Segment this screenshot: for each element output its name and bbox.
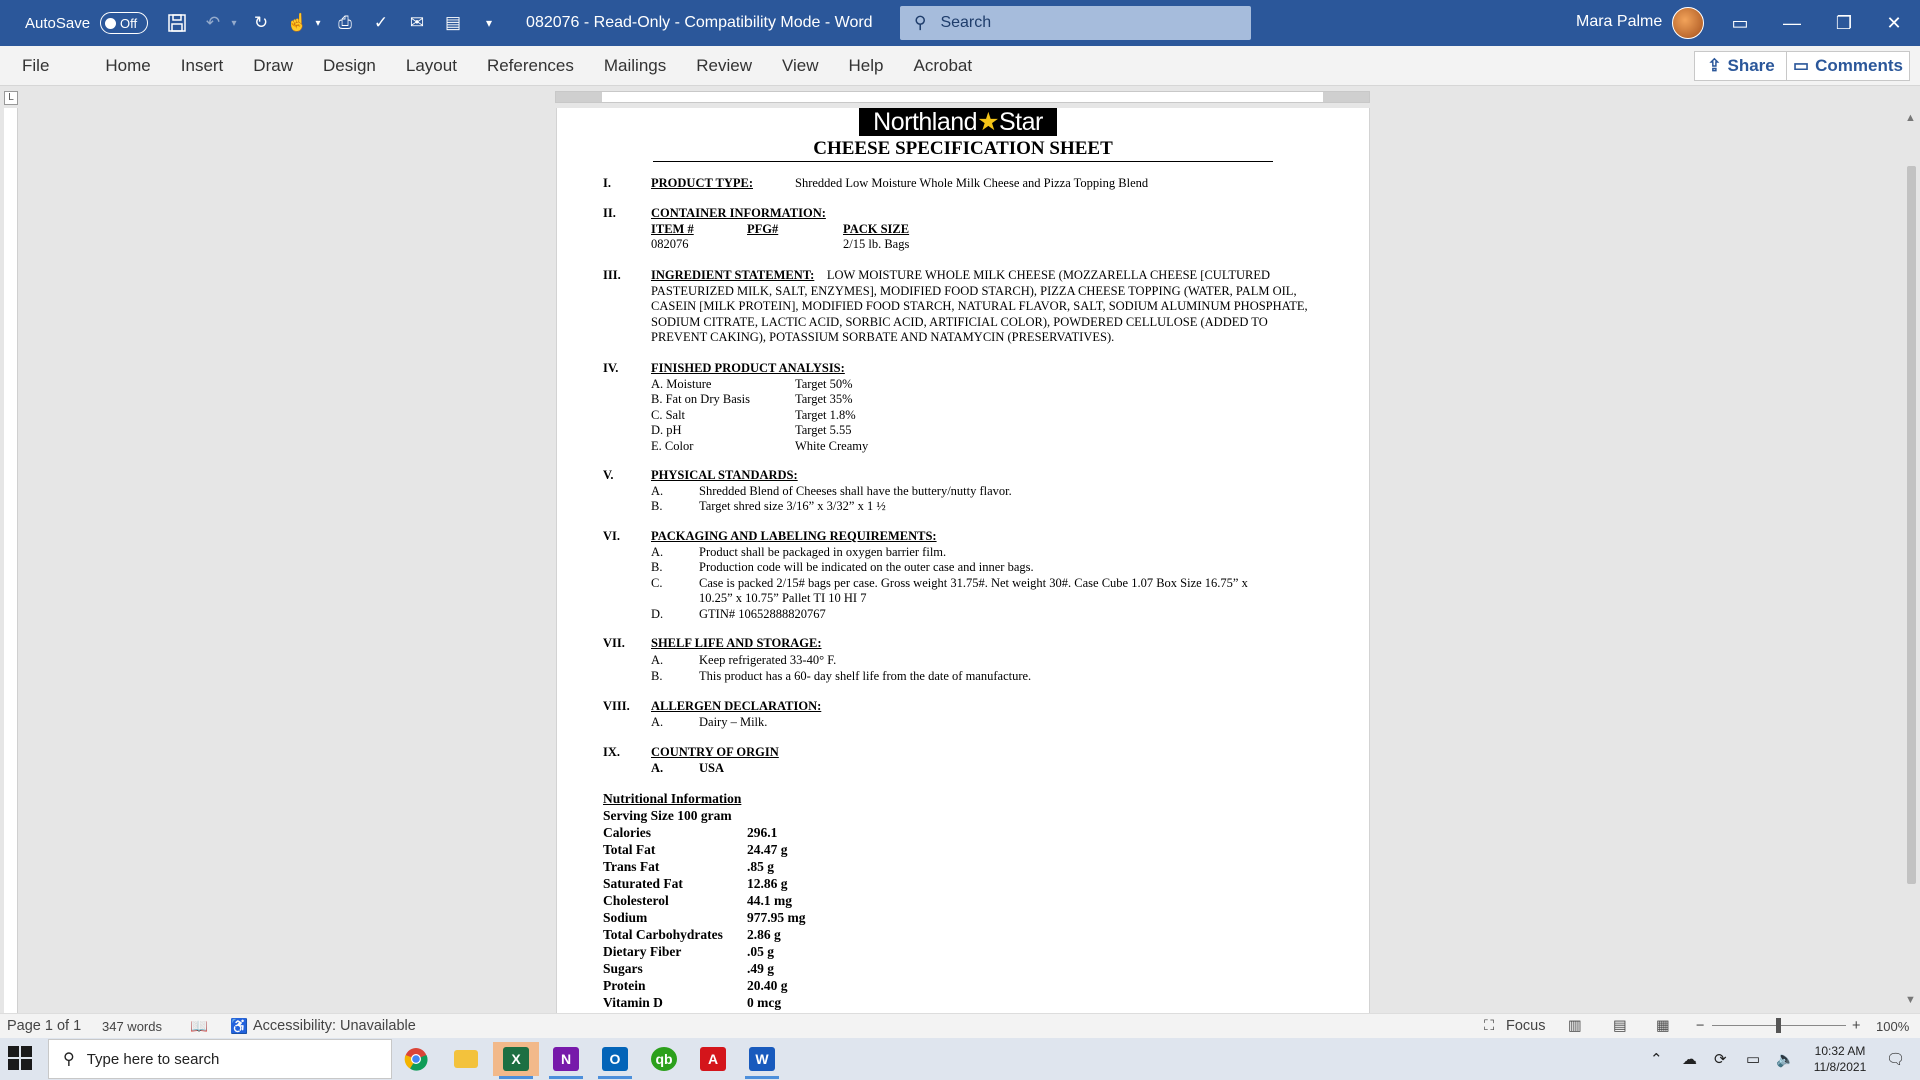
user-name[interactable]: Mara Palme	[1576, 13, 1663, 30]
column-header-item: ITEM #	[651, 221, 694, 236]
section-heading: ALLERGEN DECLARATION:	[651, 699, 822, 713]
touch-dropdown-icon[interactable]: ▾	[315, 17, 321, 29]
section-heading: COUNTRY OF ORGIN	[651, 745, 779, 759]
section-heading: INGREDIENT STATEMENT:	[651, 268, 815, 282]
ingredient-text: LOW MOISTURE WHOLE MILK CHEESE (MOZZARELLA CHEESE [CULTURED PASTEURIZED MILK, SALT, ENZYMES], MODIFIED FOOD STARCH), PIZZA CHEESE TOPPING (WATER, PALM OIL, CASEIN [MILK PROTEIN], MODIFIED FOOD STARCH, NATURAL FLAVOR, SALT, SODIUM ALUMINUM PHOSPHATE, SODIUM CITRATE, LACTIC ACID, SORBIC ACID, ARTIFICIAL COLOR), POWDERED CELLULOSE (ADDED TO PREVENT CAKING), POTASSIUM SORBATE AND NATAMYCIN (PRESERVATIVES).	[651, 268, 1308, 344]
notifications-icon[interactable]: 🗨	[1886, 1051, 1906, 1068]
excel-app-icon[interactable]: X	[493, 1042, 539, 1076]
tab-design[interactable]: Design	[322, 55, 376, 75]
zoom-slider-thumb[interactable]	[1776, 1018, 1781, 1033]
autosave-state: Off	[120, 15, 138, 31]
column-header-pack-size: PACK SIZE	[843, 221, 910, 236]
chrome-app-icon[interactable]	[393, 1042, 439, 1076]
analysis-row: D. pH Target 5.55	[651, 423, 852, 437]
nutrition-heading: Nutritional Information	[603, 791, 742, 806]
tab-layout[interactable]: Layout	[405, 55, 457, 75]
zoom-out-icon[interactable]: −	[1696, 1018, 1705, 1034]
zoom-in-icon[interactable]: +	[1852, 1018, 1861, 1034]
page-count[interactable]: Page 1 of 1	[7, 1018, 82, 1034]
horizontal-ruler[interactable]	[555, 91, 1370, 103]
accessibility-status[interactable]: Accessibility: Unavailable	[253, 1018, 416, 1034]
section-number: VI.	[603, 529, 621, 543]
analysis-row: C. Salt Target 1.8%	[651, 407, 856, 422]
section-heading: CONTAINER INFORMATION:	[651, 206, 826, 220]
list-item: A. Shredded Blend of Cheeses shall have the buttery/nutty flavor.	[651, 483, 1012, 498]
undo-dropdown-icon[interactable]: ▾	[231, 17, 237, 29]
tab-references[interactable]: References	[486, 55, 574, 75]
accessibility-icon[interactable]: ♿	[230, 1019, 249, 1035]
nutrition-row: Protein 20.40 g	[603, 978, 788, 993]
print-icon[interactable]: ⎙	[338, 13, 352, 32]
section-number: II.	[603, 206, 616, 220]
analysis-row: B. Fat on Dry Basis Target 35%	[651, 392, 853, 406]
share-icon: ⇪	[1707, 56, 1722, 75]
section-heading: PRODUCT TYPE:	[651, 176, 753, 190]
restore-button[interactable]: ❐	[1835, 12, 1853, 33]
product-type-value: Shredded Low Moisture Whole Milk Cheese and Pizza Topping Blend	[795, 176, 1149, 190]
tab-review[interactable]: Review	[696, 55, 752, 75]
column-header-pfg: PFG#	[747, 221, 779, 236]
tab-acrobat[interactable]: Acrobat	[913, 55, 973, 75]
scrollbar-thumb[interactable]	[1907, 166, 1916, 884]
word-count[interactable]: 347 words	[102, 1019, 162, 1034]
show-hidden-icons-icon[interactable]: ⌃	[1650, 1051, 1663, 1068]
quickbooks-app-icon[interactable]: qb	[641, 1042, 687, 1076]
nutrition-row: Calories 296.1	[603, 825, 778, 840]
nutrition-row: Total Carbohydrates 2.86 g	[603, 927, 781, 942]
share-label: Share	[1727, 56, 1775, 75]
section-number: V.	[603, 468, 614, 482]
nutrition-row: Cholesterol 44.1 mg	[603, 893, 792, 908]
tab-file[interactable]: File	[22, 55, 50, 75]
section-heading: SHELF LIFE AND STORAGE:	[651, 636, 822, 650]
email-icon[interactable]: ✉	[409, 13, 425, 32]
spelling-icon[interactable]: ✓	[373, 13, 389, 32]
close-button[interactable]: ✕	[1886, 12, 1902, 33]
search-icon: ⚲	[63, 1051, 75, 1068]
word-app-icon[interactable]: W	[739, 1042, 785, 1076]
section-number: VIII.	[603, 699, 630, 713]
list-item-continuation: 10.25” x 10.75” Pallet TI 10 HI 7	[699, 591, 867, 605]
section-number: III.	[603, 268, 621, 282]
list-item: B. Production code will be indicated on the outer case and inner bags.	[651, 560, 1034, 574]
ribbon-tabs	[0, 46, 1920, 86]
analysis-row: E. Color White Creamy	[651, 438, 869, 453]
save-icon[interactable]	[162, 8, 192, 38]
document-page[interactable]	[556, 108, 1370, 1013]
tab-draw[interactable]: Draw	[253, 55, 293, 75]
tab-selector[interactable]: L	[4, 91, 18, 105]
undo-icon[interactable]: ↶	[205, 13, 221, 32]
zoom-level[interactable]: 100%	[1876, 1019, 1910, 1034]
nutrition-row: Vitamin D 0 mcg	[603, 995, 782, 1010]
document-title: 082076 - Read-Only - Compatibility Mode - Word	[526, 14, 873, 31]
vertical-scrollbar[interactable]	[1902, 108, 1920, 1013]
item-number-value: 082076	[651, 237, 689, 251]
volume-icon[interactable]: 🔈	[1776, 1051, 1795, 1068]
focus-label[interactable]: Focus	[1506, 1018, 1546, 1034]
list-item: A. Keep refrigerated 33-40° F.	[651, 653, 837, 667]
autosave-toggle[interactable]	[100, 12, 148, 34]
list-item: C. Case is packed 2/15# bags per case. Gross weight 31.75#. Net weight 30#. Case Cube 1.07 Box Size 16.75” x	[651, 575, 1248, 590]
acrobat-app-icon[interactable]: A	[690, 1042, 736, 1076]
nutrition-row: Total Fat 24.47 g	[603, 842, 788, 857]
network-icon[interactable]: ▭	[1746, 1051, 1761, 1068]
section-heading: PHYSICAL STANDARDS:	[651, 468, 798, 482]
scroll-down-icon[interactable]: ▼	[1905, 994, 1916, 1006]
tab-help[interactable]: Help	[848, 55, 884, 75]
onedrive-icon[interactable]: ☁	[1682, 1051, 1697, 1068]
comment-icon: ▭	[1793, 56, 1810, 75]
nutrition-row: Sodium 977.95 mg	[603, 910, 806, 925]
tab-view[interactable]: View	[781, 55, 819, 75]
customize-toolbar-icon[interactable]: ▾	[486, 16, 493, 30]
list-item: B. Target shred size 3/16” x 3/32” x 1 ½	[651, 499, 886, 513]
nutrition-row: Saturated Fat 12.86 g	[603, 876, 788, 891]
share-button[interactable]	[1694, 51, 1788, 81]
proofing-icon[interactable]: 📖	[190, 1019, 209, 1035]
list-item: A. Dairy – Milk.	[651, 714, 768, 729]
title-bar	[0, 0, 1920, 46]
northland-star-logo: Northland★Star	[859, 108, 1057, 136]
section-number: I.	[603, 176, 611, 190]
comments-button[interactable]	[1786, 51, 1910, 81]
comments-label: Comments	[1815, 56, 1903, 75]
file-explorer-icon[interactable]	[443, 1042, 489, 1076]
read-mode-icon[interactable]: ▥	[1568, 1018, 1582, 1034]
print-layout-icon[interactable]: ▤	[1613, 1018, 1627, 1034]
ruler-left-margin	[556, 92, 602, 102]
taskbar	[0, 1038, 1920, 1080]
clock-time: 10:32 AM	[1814, 1044, 1866, 1058]
tab-home[interactable]: Home	[105, 55, 151, 75]
analysis-row: A. Moisture Target 50%	[651, 376, 853, 391]
toggle-knob	[105, 18, 116, 29]
nutrition-row: Sugars .49 g	[603, 961, 774, 976]
list-item: D. GTIN# 10652888820767	[651, 606, 826, 621]
serving-size: Serving Size 100 gram	[603, 808, 732, 823]
page-title: CHEESE SPECIFICATION SHEET	[653, 138, 1273, 162]
windows-start-icon[interactable]	[8, 1046, 36, 1072]
focus-icon[interactable]: ⛶	[1484, 1018, 1495, 1034]
list-item: A. Product shall be packaged in oxygen barrier film.	[651, 544, 947, 559]
search-icon: ⚲	[914, 13, 927, 32]
ruler-right-margin	[1323, 92, 1369, 102]
onenote-app-icon[interactable]: N	[543, 1042, 589, 1076]
redo-icon[interactable]: ↻	[253, 13, 269, 32]
section-number: IV.	[603, 361, 619, 375]
section-heading: FINISHED PRODUCT ANALYSIS:	[651, 361, 845, 375]
search-box[interactable]	[900, 6, 1251, 40]
tab-insert[interactable]: Insert	[180, 55, 224, 75]
avatar[interactable]	[1672, 7, 1704, 39]
ribbon-display-options-icon[interactable]: ▭	[1731, 12, 1749, 33]
web-layout-icon[interactable]: ▦	[1656, 1018, 1670, 1034]
section-number: VII.	[603, 636, 625, 650]
scroll-up-icon[interactable]: ▲	[1905, 112, 1916, 124]
section-heading: PACKAGING AND LABELING REQUIREMENTS:	[651, 529, 937, 543]
status-bar	[0, 1013, 1920, 1038]
list-item: A. USA	[651, 760, 725, 775]
outlook-app-icon[interactable]: O	[592, 1042, 638, 1076]
minimize-button[interactable]: —	[1783, 12, 1801, 33]
nutrition-row: Trans Fat .85 g	[603, 859, 774, 874]
touch-mode-icon[interactable]: ☝	[286, 13, 308, 32]
search-placeholder: Search	[940, 14, 992, 31]
section-number: IX.	[603, 745, 621, 759]
nutrition-table	[603, 790, 923, 1011]
autosave-label: AutoSave	[25, 14, 91, 32]
tab-mailings[interactable]: Mailings	[603, 55, 667, 75]
system-clock[interactable]	[1800, 1043, 1880, 1075]
clock-date: 11/8/2021	[1813, 1060, 1867, 1074]
print-preview-icon[interactable]: ▤	[445, 13, 462, 32]
pack-size-value: 2/15 lb. Bags	[843, 237, 910, 251]
vertical-ruler[interactable]	[4, 108, 18, 1013]
list-item: B. This product has a 60- day shelf life from the date of manufacture.	[651, 668, 1032, 683]
taskbar-search[interactable]	[48, 1039, 392, 1079]
nutrition-row: Dietary Fiber .05 g	[603, 944, 774, 959]
sync-icon[interactable]: ⟳	[1714, 1051, 1727, 1068]
taskbar-search-placeholder: Type here to search	[86, 1050, 220, 1068]
